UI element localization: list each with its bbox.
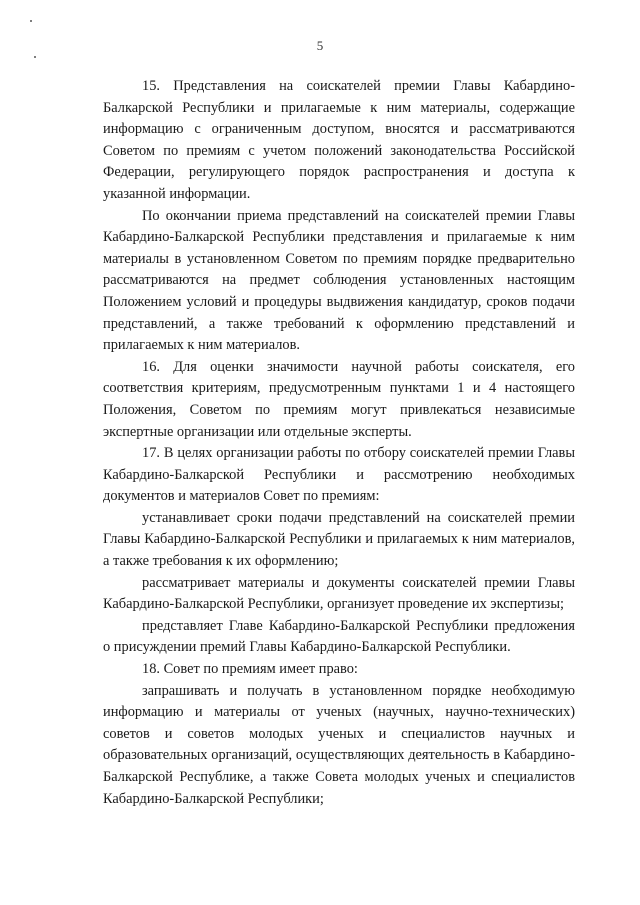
paragraph-preliminary-review: По окончании приема представлений на соискателей премии Главы Кабардино-Балкарской Республики представления и прилагаемые к ним материалы в установленном Советом по премиям порядке предварительно рассматриваются на предмет соблюдения установленных настоящим Положением условий и процедуры выдвижения кандидатур, сроков подачи представлений, а также требований к оформлению представлений и прилагаемых к ним материалов. [103, 207, 575, 354]
paragraph-15: 15. Представления на соискателей премии Главы Кабардино-Балкарской Республики и прилагаемые к ним материалы, содержащие информацию с ограниченным доступом, вносятся и рассматриваются Советом по премиям с учетом положений законодательства Российской Федерации, регулирующего порядок распространения и доступа к указанной информации. [103, 78, 575, 202]
paragraph-17-item-deadlines: устанавливает сроки подачи представлений на соискателей премии Главы Кабардино-Балкарской Республики и прилагаемых к ним материалов, а также требования к их оформлению; [103, 509, 575, 570]
scan-speck [34, 56, 36, 58]
paragraph-17-item-proposals: представляет Главе Кабардино-Балкарской Республики предложения о присуждении премий Главы Кабардино-Балкарской Республики. [103, 617, 575, 656]
paragraph-16: 16. Для оценки значимости научной работы соискателя, его соответствия критериям, предусмотренным пунктами 1 и 4 настоящего Положения, Советом по премиям могут привлекаться независимые экспертные организации или отдельные эксперты. [103, 358, 575, 440]
paragraph-18-item-request: запрашивать и получать в установленном порядке необходимую информацию и материалы от ученых (научных, научно-технических) советов и советов молодых ученых и специалистов научных и образовательных организаций, осуществляющих деятельность в Кабардино-Балкарской Республике, а также Совета молодых ученых и специалистов Кабардино-Балкарской Республики; [103, 682, 575, 807]
document-body [103, 76, 575, 810]
scan-speck [30, 20, 32, 22]
paragraph-17-item-review: рассматривает материалы и документы соискателей премии Главы Кабардино-Балкарской Республики, организует проведение их экспертизы; [103, 574, 575, 613]
paragraph-18: 18. Совет по премиям имеет право: [142, 661, 358, 678]
page-number: 5 [316, 38, 324, 53]
paragraph-17: 17. В целях организации работы по отбору соискателей премии Главы Кабардино-Балкарской Республики и рассмотрению необходимых документов и материалов Совет по премиям: [103, 445, 575, 505]
